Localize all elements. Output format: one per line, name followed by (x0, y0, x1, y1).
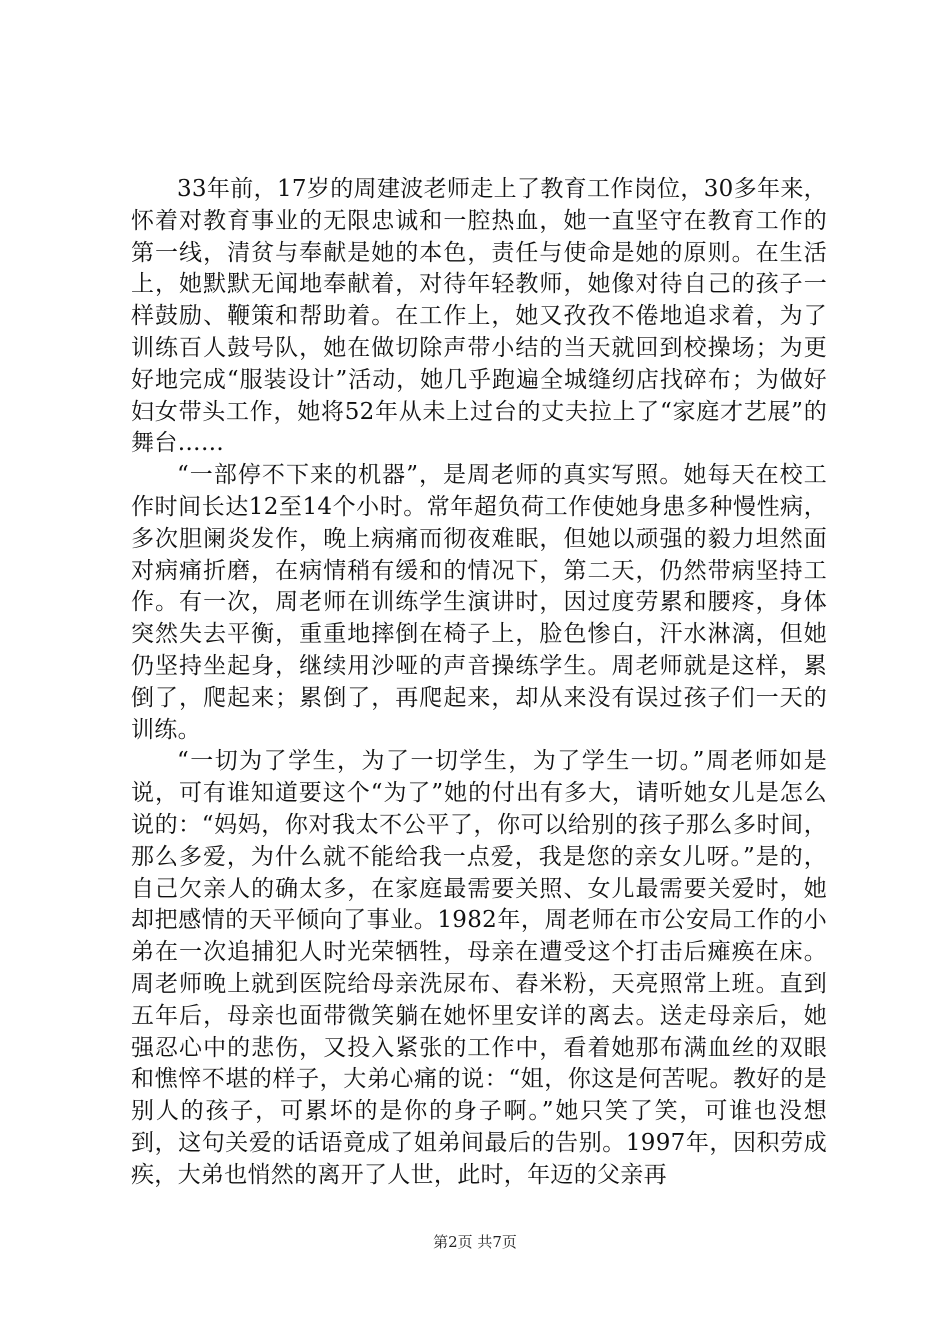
page-number-label: 第2页 共7页 (433, 1233, 517, 1251)
document-body (131, 174, 827, 1192)
paragraph-1: 33年前，17岁的周建波老师走上了教育工作岗位，30多年来，怀着对教育事业的无限忠诚和一腔热血，她一直坚守在教育工作的第一线，清贫与奉献是她的本色，责任与使命是她的原则。在生活上，她默默无闻地奉献着，对待年轻教师，她像对待自己的孩子一样鼓励、鞭策和帮助着。在工作上，她又孜孜不倦地追求着，为了训练百人鼓号队，她在做切除声带小结的当天就回到校操场；为更好地完成“服装设计”活动，她几乎跑遍全城缝纫店找碎布；为做好妇女带头工作，她将52年从未上过台的丈夫拉上了“家庭才艺展”的舞台…… (131, 176, 827, 457)
page-footer (0, 1232, 950, 1252)
paragraph-2: “一部停不下来的机器”，是周老师的真实写照。她每天在校工作时间长达12至14个小时。常年超负荷工作使她身患多种慢性病，多次胆阑炎发作，晚上病痛而彻夜难眠，但她以顽强的毅力坦然面对病痛折磨，在病情稍有缓和的情况下，第二天，仍然带病坚持工作。有一次，周老师在训练学生演讲时，因过度劳累和腰疼，身体突然失去平衡，重重地摔倒在椅子上，脸色惨白，汗水淋漓，但她仍坚持坐起身，继续用沙哑的声音操练学生。周老师就是这样，累倒了，爬起来；累倒了，再爬起来，却从来没有误过孩子们一天的训练。 (131, 462, 827, 743)
paragraph-3: “一切为了学生，为了一切学生，为了学生一切。”周老师如是说，可有谁知道要这个“为了”她的付出有多大，请听她女儿是怎么说的：“妈妈，你对我太不公平了，你可以给别的孩子那么多时间，那么多爱，为什么就不能给我一点爱，我是您的亲女儿呀。”是的，自己欠亲人的确太多，在家庭最需要关照、女儿最需要关爱时，她却把感情的天平倾向了事业。1982年，周老师在市公安局工作的小弟在一次追捕犯人时光荣牺牲，母亲在遭受这个打击后瘫痪在床。周老师晚上就到医院给母亲洗尿布、舂米粉，天亮照常上班。直到五年后，母亲也面带微笑躺在她怀里安详的离去。送走母亲后，她强忍心中的悲伤，又投入紧张的工作中，看着她那布满血丝的双眼和憔悴不堪的样子，大弟心痛的说：“姐，你这是何苦呢。教好的是别人的孩子，可累坏的是你的身子啊。”她只笑了笑，可谁也没想到，这句关爱的话语竟成了姐弟间最后的告别。1997年，因积劳成疾，大弟也悄然的离开了人世，此时，年迈的父亲再 (131, 748, 827, 1188)
